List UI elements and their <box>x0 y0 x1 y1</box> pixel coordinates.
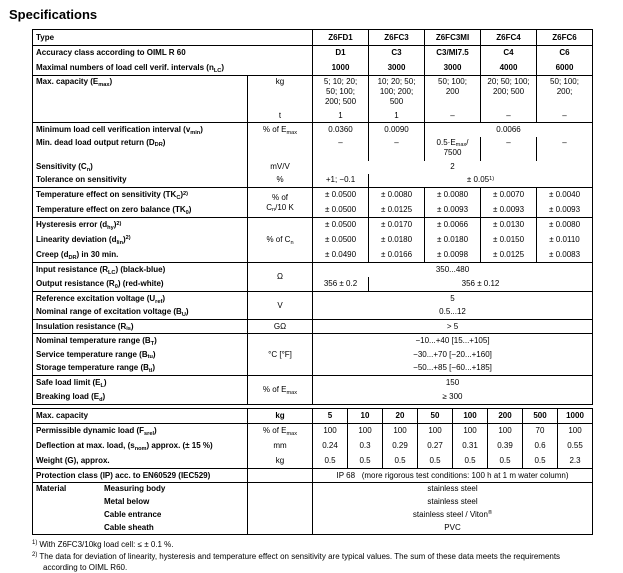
value-cell: ± 0.0093 <box>481 203 537 218</box>
value-cell: ± 0.0040 <box>537 188 593 203</box>
header-value-cell: 6000 <box>537 61 593 76</box>
value-cell: 0.5 <box>453 454 488 469</box>
value-cell: – <box>481 110 537 123</box>
param-label: Temperature effect on sensitivity $(TK_C)^{2)}$ <box>33 188 248 203</box>
footnote <box>32 552 588 573</box>
value-cell: – <box>369 137 425 161</box>
table-row <box>33 509 593 522</box>
value-cell: 0.5 <box>488 454 523 469</box>
header-value-cell: Z6FC3 <box>369 30 425 46</box>
table-row <box>33 188 593 203</box>
param-label: Linearity deviation $(d_{lin})^{2)}$ <box>33 233 248 248</box>
footnote-marker: 1) <box>32 540 38 546</box>
unit-cell: kg <box>248 409 313 424</box>
value-cell: PVC <box>313 522 593 535</box>
page-title: Specifications <box>9 7 98 22</box>
header-value-cell: 200 <box>488 409 523 424</box>
value-cell: 0.31 <box>453 439 488 454</box>
param-label: Nominal range of excitation voltage $(B_U)$ <box>33 306 248 320</box>
value-cell: 0.0066 <box>425 123 593 137</box>
value-cell: 100 <box>558 424 593 439</box>
value-cell: ± 0.0500 <box>313 218 369 233</box>
value-cell: ± $0.05^{1)}$ <box>369 174 593 188</box>
value-cell: 100 <box>383 424 418 439</box>
value-cell: – <box>481 137 537 161</box>
header-value-cell: 20 <box>383 409 418 424</box>
value-cell: ± 0.0490 <box>313 248 369 263</box>
value-cell: stainless steel <box>313 496 593 509</box>
value-cell: ± 0.0080 <box>369 188 425 203</box>
footnote-text: With Z6FC3/10kg load cell: ≤ ± 0.1 %. <box>39 540 174 549</box>
value-cell: 5 <box>313 292 593 306</box>
value-cell: 0.5 <box>383 454 418 469</box>
value-cell: – <box>313 137 369 161</box>
table-row <box>33 203 593 218</box>
param-label: Weight (G), approx. <box>33 454 248 469</box>
value-cell: ± 0.0083 <box>537 248 593 263</box>
value-cell: ± 0.0070 <box>481 188 537 203</box>
table-row <box>33 439 593 454</box>
unit-cell <box>248 483 313 496</box>
value-cell: ± 0.0130 <box>481 218 537 233</box>
spec-table-models <box>32 29 593 405</box>
param-label: Cable entrance <box>33 509 248 522</box>
header-value-cell: 1000 <box>313 61 369 76</box>
unit-cell <box>248 469 313 483</box>
param-label: Maximal numbers of load cell verif. intervals $(n_{LC})$ <box>33 61 313 76</box>
table-row <box>33 123 593 137</box>
table-row <box>33 390 593 405</box>
param-label: Minimum load cell verification interval $(v_{min})$ <box>33 123 248 137</box>
value-cell: ± 0.0125 <box>481 248 537 263</box>
value-cell: ± 0.0125 <box>369 203 425 218</box>
param-label: Storage temperature range $(B_{tl})$ <box>33 362 248 376</box>
header-value-cell: Z6FC3MI <box>425 30 481 46</box>
value-cell: 100 <box>313 424 348 439</box>
value-cell: ± 0.0080 <box>537 218 593 233</box>
unit-cell: % of $E_{max}$ <box>248 424 313 439</box>
value-cell: −10...+40 [15...+105] <box>313 334 593 348</box>
value-cell: $0.5\cdot E_{max}/$ 7500 <box>425 137 481 161</box>
unit-cell: V <box>248 292 313 320</box>
header-value-cell: 4000 <box>481 61 537 76</box>
footnotes <box>32 540 588 573</box>
value-cell: 50; 100; 200 <box>425 76 481 110</box>
table-row <box>33 469 593 483</box>
table-row <box>33 522 593 535</box>
unit-cell <box>248 509 313 522</box>
param-label: Service temperature range $(B_{tu})$ <box>33 348 248 362</box>
value-cell: 0.0360 <box>313 123 369 137</box>
table-row <box>33 454 593 469</box>
unit-cell: mm <box>248 439 313 454</box>
table-row <box>33 424 593 439</box>
unit-cell <box>248 522 313 535</box>
param-label: Material Measuring body <box>33 483 248 496</box>
unit-cell: % of $C_n$ <box>248 218 313 263</box>
table-row <box>33 348 593 362</box>
value-cell: ± 0.0166 <box>369 248 425 263</box>
value-cell: ± 0.0180 <box>425 233 481 248</box>
value-cell: 0.27 <box>418 439 453 454</box>
unit-cell: mV/V <box>248 161 313 174</box>
value-cell: 100 <box>453 424 488 439</box>
value-cell: 1 <box>369 110 425 123</box>
value-cell: 0.3 <box>348 439 383 454</box>
table-row <box>33 483 593 496</box>
table-row <box>33 292 593 306</box>
value-cell: 10; 20; 50; 100; 200; 500 <box>369 76 425 110</box>
param-label: Protection class (IP) acc. to EN60529 (IEC529) <box>33 469 248 483</box>
param-label: Cable sheath <box>33 522 248 535</box>
value-cell: 0.0090 <box>369 123 425 137</box>
value-cell: – <box>425 110 481 123</box>
header-value-cell: Z6FC6 <box>537 30 593 46</box>
footnote-marker: 2) <box>32 551 38 558</box>
header-value-cell: Z6FC4 <box>481 30 537 46</box>
value-cell: 70 <box>523 424 558 439</box>
header-value-cell: 3000 <box>425 61 481 76</box>
table-row <box>33 137 593 161</box>
value-cell: ≥ 300 <box>313 390 593 405</box>
value-cell: ± 0.0098 <box>425 248 481 263</box>
param-label: Temperature effect on zero balance $(TK_0)$ <box>33 203 248 218</box>
table-row <box>33 161 593 174</box>
value-cell: – <box>537 110 593 123</box>
value-cell: 356 ± 0.12 <box>369 277 593 292</box>
table-row <box>33 61 593 76</box>
value-cell: 0.55 <box>558 439 593 454</box>
value-cell: ± 0.0080 <box>425 188 481 203</box>
value-cell: stainless steel <box>313 483 593 496</box>
unit-cell: °C [°F] <box>248 334 313 376</box>
value-cell: 0.39 <box>488 439 523 454</box>
table-row <box>33 496 593 509</box>
value-cell: 100 <box>348 424 383 439</box>
value-cell: IP 68 (more rigorous test conditions: 100 h at 1 m water column) <box>313 469 593 483</box>
spec-tables-container <box>32 29 623 535</box>
value-cell: ± 0.0150 <box>481 233 537 248</box>
value-cell: stainless steel / Viton® <box>313 509 593 522</box>
table-row <box>33 218 593 233</box>
unit-cell: % of $E_{max}$ <box>248 376 313 405</box>
table-row <box>33 248 593 263</box>
header-value-cell: 5 <box>313 409 348 424</box>
param-label: Metal below <box>33 496 248 509</box>
unit-cell: kg <box>248 76 313 110</box>
value-cell: 2 <box>313 161 593 174</box>
param-label: Output resistance $(R_0)$ (red-white) <box>33 277 248 292</box>
value-cell: 0.24 <box>313 439 348 454</box>
value-cell: 150 <box>313 376 593 390</box>
param-label: Max. capacity $(E_{max})$ <box>33 76 248 123</box>
unit-cell: Ω <box>248 263 313 292</box>
value-cell: +1; −0.1 <box>313 174 369 188</box>
unit-cell: GΩ <box>248 320 313 334</box>
param-label: Type <box>33 30 313 46</box>
value-cell: −50...+85 [−60...+185] <box>313 362 593 376</box>
table-row <box>33 277 593 292</box>
value-cell: 0.6 <box>523 439 558 454</box>
value-cell: 20; 50; 100; 200; 500 <box>481 76 537 110</box>
value-cell: ± 0.0093 <box>537 203 593 218</box>
param-label: Max. capacity <box>33 409 248 424</box>
header-value-cell: 10 <box>348 409 383 424</box>
param-label: Safe load limit $(E_L)$ <box>33 376 248 390</box>
table-row <box>33 174 593 188</box>
table-row <box>33 233 593 248</box>
param-label: Breaking load $(E_d)$ <box>33 390 248 405</box>
param-label: Input resistance $(R_{LC})$ (black-blue) <box>33 263 248 277</box>
value-cell: 2.3 <box>558 454 593 469</box>
unit-cell: t <box>248 110 313 123</box>
param-label: Tolerance on sensitivity <box>33 174 248 188</box>
unit-cell: % <box>248 174 313 188</box>
value-cell: −30...+70 [−20...+160] <box>313 348 593 362</box>
value-cell: 0.5 <box>523 454 558 469</box>
value-cell: ± 0.0500 <box>313 203 369 218</box>
param-label: Permissible dynamic load $(F_{srel})$ <box>33 424 248 439</box>
unit-cell: kg <box>248 454 313 469</box>
table-row <box>33 263 593 277</box>
value-cell: 0.5...12 <box>313 306 593 320</box>
unit-cell: % of $E_{max}$ <box>248 123 313 137</box>
header-value-cell: C3 <box>369 46 425 61</box>
value-cell: ± 0.0180 <box>369 233 425 248</box>
table-row <box>33 30 593 46</box>
value-cell: ± 0.0066 <box>425 218 481 233</box>
table-row <box>33 376 593 390</box>
header-value-cell: Z6FD1 <box>313 30 369 46</box>
table-row <box>33 76 593 110</box>
value-cell: 0.29 <box>383 439 418 454</box>
value-cell: 5; 10; 20; 50; 100; 200; 500 <box>313 76 369 110</box>
unit-cell <box>248 137 313 161</box>
header-value-cell: 100 <box>453 409 488 424</box>
header-value-cell: D1 <box>313 46 369 61</box>
param-label: Creep $(d_{DR})$ in 30 min. <box>33 248 248 263</box>
param-label: Min. dead load output return $(D_{DR})$ <box>33 137 248 161</box>
table-row <box>33 409 593 424</box>
value-cell: ± 0.0110 <box>537 233 593 248</box>
param-label: Accuracy class according to OIML R 60 <box>33 46 313 61</box>
table-row <box>33 362 593 376</box>
value-cell: ± 0.0500 <box>313 188 369 203</box>
table-row <box>33 334 593 348</box>
value-cell: ± 0.0093 <box>425 203 481 218</box>
value-cell: 350...480 <box>313 263 593 277</box>
footnote <box>32 540 588 551</box>
value-cell: 100 <box>488 424 523 439</box>
spec-table-capacities <box>32 408 593 535</box>
value-cell: – <box>537 137 593 161</box>
param-label: Deflection at max. load, $(s_{nom})$ approx. (± 15 %) <box>33 439 248 454</box>
footnote-text: The data for deviation of linearity, hysteresis and temperature effect on sensitivity are typical values. The sum of these data meets the requirements according to OIML R60. <box>39 551 561 572</box>
value-cell: > 5 <box>313 320 593 334</box>
header-value-cell: 500 <box>523 409 558 424</box>
param-label: Insulation resistance $(R_{is})$ <box>33 320 248 334</box>
table-row <box>33 46 593 61</box>
param-label: Nominal temperature range $(B_T)$ <box>33 334 248 348</box>
table-row <box>33 306 593 320</box>
value-cell: 356 ± 0.2 <box>313 277 369 292</box>
value-cell: 0.5 <box>313 454 348 469</box>
header-value-cell: C4 <box>481 46 537 61</box>
value-cell: ± 0.0170 <box>369 218 425 233</box>
param-label: Hysteresis error $(d_{hy})^{2)}$ <box>33 218 248 233</box>
value-cell: 0.5 <box>348 454 383 469</box>
value-cell: 50; 100; 200; <box>537 76 593 110</box>
table-row <box>33 320 593 334</box>
header-value-cell: C3/MI7.5 <box>425 46 481 61</box>
value-cell: 1 <box>313 110 369 123</box>
unit-cell <box>248 496 313 509</box>
unit-cell: % of $C_n/10$ K <box>248 188 313 218</box>
value-cell: 100 <box>418 424 453 439</box>
value-cell: ± 0.0500 <box>313 233 369 248</box>
header-value-cell: C6 <box>537 46 593 61</box>
header-value-cell: 50 <box>418 409 453 424</box>
header-value-cell: 3000 <box>369 61 425 76</box>
param-label: Reference excitation voltage $(U_{ref})$ <box>33 292 248 306</box>
header-value-cell: 1000 <box>558 409 593 424</box>
value-cell: 0.5 <box>418 454 453 469</box>
param-label: Sensitivity $(C_n)$ <box>33 161 248 174</box>
